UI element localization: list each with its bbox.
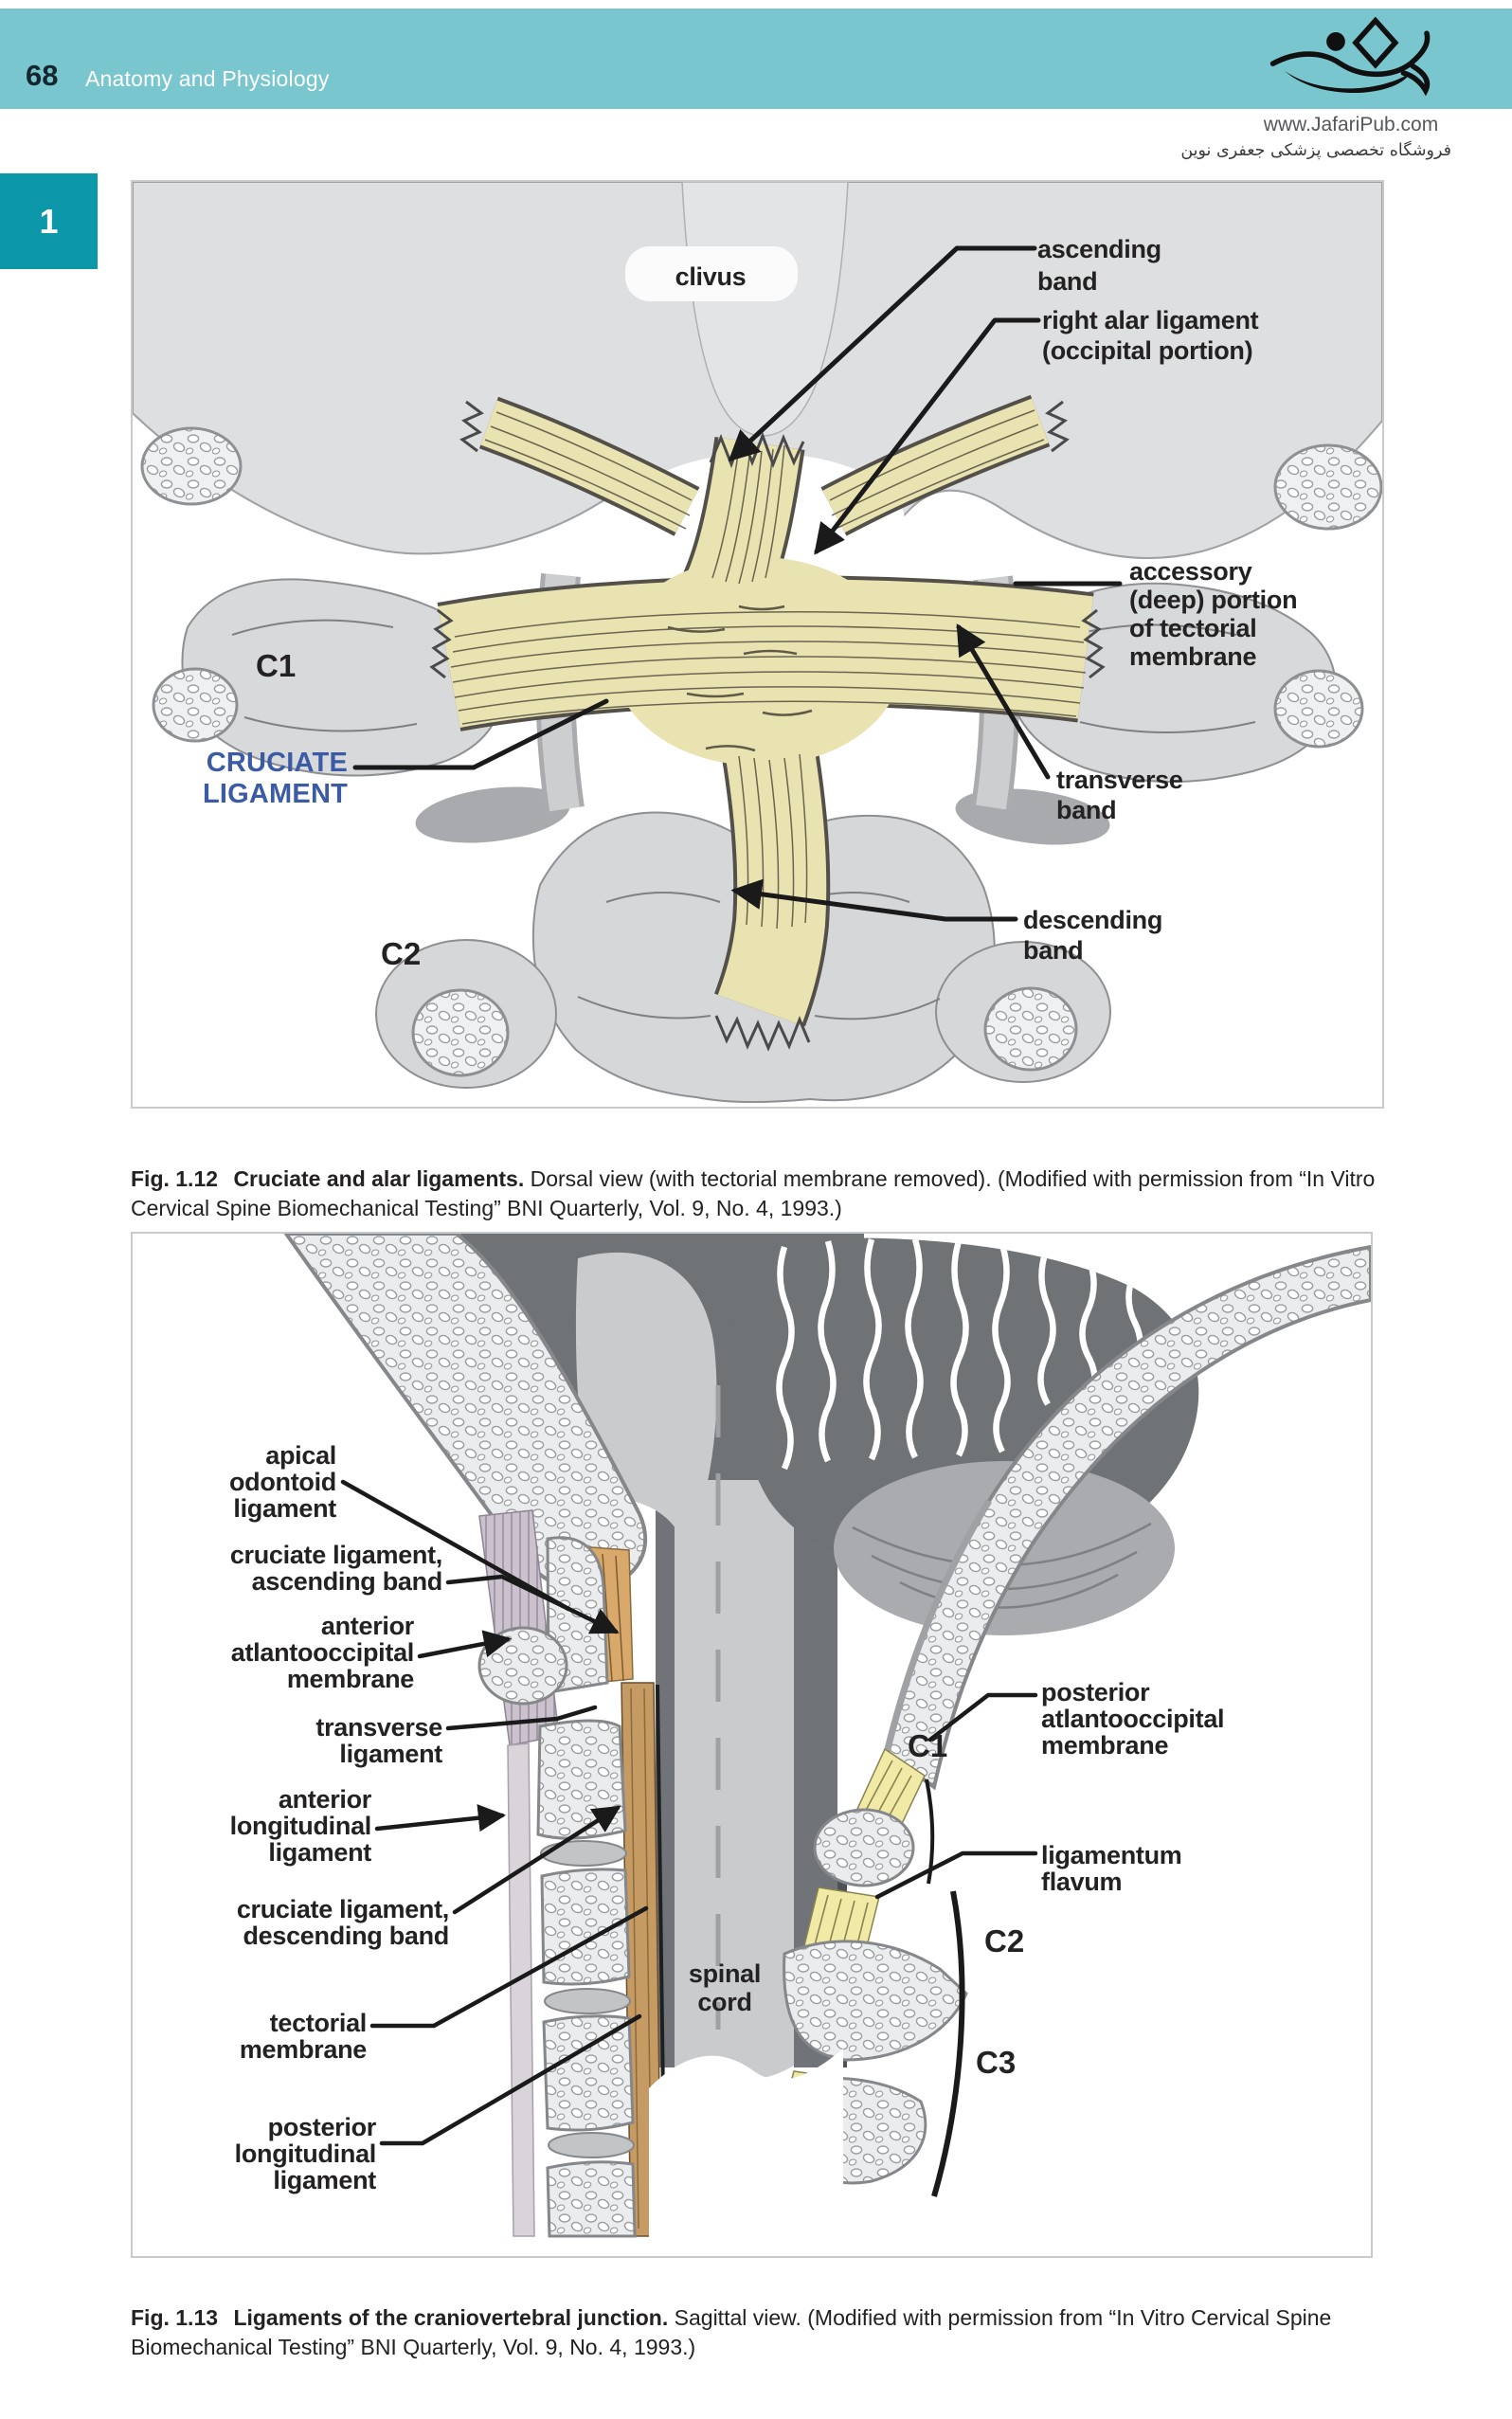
label-transverse-lig-1: transverse [315, 1713, 442, 1742]
label-ant-ao-2: atlantooccipital [230, 1638, 414, 1667]
label-cruciate-desc-2: descending band [243, 1922, 449, 1950]
label-cruciate-2: LIGAMENT [202, 779, 348, 809]
petrous-cut-right [1275, 445, 1381, 529]
chapter-number: 1 [39, 201, 59, 241]
label-spinal-cord-1: spinal [688, 1959, 762, 1988]
fig-1-12-illustration [133, 182, 1382, 1107]
label-all-2: longitudinal [229, 1812, 371, 1840]
label-ascending-band-1: ascending [1037, 235, 1161, 263]
label-cruciate-desc-1: cruciate ligament, [236, 1895, 449, 1923]
label-transverse-band-2: band [1056, 796, 1117, 824]
fig-1-12-caption-number: Fig. 1.12 [131, 1166, 219, 1191]
label-c1: C1 [256, 648, 297, 683]
fig-1-12-caption [131, 1164, 1393, 1223]
label-ascending-band-2: band [1037, 267, 1098, 296]
nuchal-line [934, 1891, 963, 2196]
label-cruciate-asc-1: cruciate ligament, [229, 1541, 442, 1569]
fig-1-13-caption-title: Ligaments of the craniovertebral junction. [233, 2305, 669, 2330]
label-c2: C2 [381, 936, 422, 971]
fig-1-12-caption-title: Cruciate and alar ligaments. [233, 1166, 525, 1191]
label-tectorial-2: membrane [239, 2035, 367, 2064]
label-accessory-2: (deep) portion [1129, 586, 1298, 614]
fig-1-12-caption-text: Dorsal view (with tectorial membrane removed). (Modified with permission from “In Vitro Cervical Spine Biomechanical Testing” BNI Quarterly, Vol. 9, No. 4, 1993.) [131, 1166, 1376, 1220]
label-c1-sagittal: C1 [908, 1728, 948, 1763]
logo-dot [1326, 32, 1345, 51]
label-apical-1: apical [265, 1441, 336, 1470]
c2-posterior-arch [784, 1941, 966, 2060]
label-cruciate-asc-2: ascending band [251, 1567, 442, 1596]
figure-1-13-panel [131, 1232, 1373, 2258]
page-number: 68 [26, 59, 59, 92]
c5-body [548, 2162, 635, 2236]
label-transverse-lig-2: ligament [339, 1740, 442, 1768]
label-all-3: ligament [268, 1838, 371, 1867]
label-apical-2: odontoid [228, 1468, 336, 1496]
disc-c2-c3 [541, 1841, 626, 1866]
c1-posterior-arch [815, 1810, 913, 1886]
fig-1-13-caption-text: Sagittal view. (Modified with permission from “In Vitro Cervical Spine Biomechanical Testing” BNI Quarterly, Vol. 9, No. 4, 1993.) [131, 2305, 1332, 2359]
running-head-title: Anatomy and Physiology [85, 66, 330, 91]
publisher-logo [1258, 17, 1444, 108]
label-ant-ao-3: membrane [286, 1665, 414, 1693]
publisher-url: www.JafariPub.com [1263, 114, 1439, 135]
label-apical-3: ligament [233, 1494, 336, 1523]
label-ant-ao-1: anterior [320, 1612, 414, 1640]
c2-body [538, 1721, 625, 1838]
jafari-calligraphy-icon [1258, 17, 1444, 108]
label-pll-2: longitudinal [234, 2139, 376, 2168]
publisher-tagline: فروشگاه تخصصی پزشکی جعفری نوین [1180, 141, 1451, 160]
petrous-cut-left [142, 428, 241, 504]
disc-c4-c5 [549, 2133, 634, 2157]
anterior-longitudinal-ligament [508, 1743, 534, 2236]
c4-body [544, 2016, 633, 2130]
label-pll-3: ligament [273, 2166, 376, 2194]
label-post-ao-1: posterior [1041, 1678, 1150, 1706]
chapter-tab [0, 173, 98, 269]
figure-1-12-panel [131, 180, 1384, 1109]
label-spinal-cord-2: cord [697, 1988, 752, 2016]
label-descending-band-1: descending [1023, 906, 1163, 934]
fig-1-13-illustration [133, 1234, 1371, 2256]
label-accessory-1: accessory [1129, 557, 1252, 586]
disc-c3-c4 [545, 1989, 630, 2013]
label-clivus: clivus [675, 262, 747, 291]
label-c3-sagittal: C3 [976, 2045, 1017, 2080]
label-pll-1: posterior [267, 2113, 376, 2141]
label-flavum-2: flavum [1041, 1868, 1123, 1896]
label-flavum-1: ligamentum [1041, 1841, 1182, 1869]
label-accessory-3: of tectorial [1129, 614, 1257, 642]
c1-anterior-arch [479, 1628, 567, 1704]
label-descending-band-2: band [1023, 936, 1084, 965]
label-transverse-band-1: transverse [1056, 766, 1183, 794]
label-right-alar-2: (occipital portion) [1042, 336, 1253, 365]
label-tectorial-1: tectorial [269, 2009, 367, 2037]
label-post-ao-2: atlantooccipital [1041, 1705, 1225, 1733]
cord-cut-edge [649, 2049, 843, 2256]
anterior-column [479, 1510, 665, 2236]
label-post-ao-3: membrane [1041, 1731, 1169, 1760]
label-c2-sagittal: C2 [984, 1923, 1025, 1959]
fig-1-13-caption-number: Fig. 1.13 [131, 2305, 219, 2330]
label-all-1: anterior [278, 1785, 371, 1814]
label-right-alar-1: right alar ligament [1042, 306, 1259, 334]
label-cruciate-1: CRUCIATE [206, 748, 348, 778]
fig-1-13-caption [131, 2303, 1385, 2362]
label-accessory-4: membrane [1129, 642, 1257, 671]
